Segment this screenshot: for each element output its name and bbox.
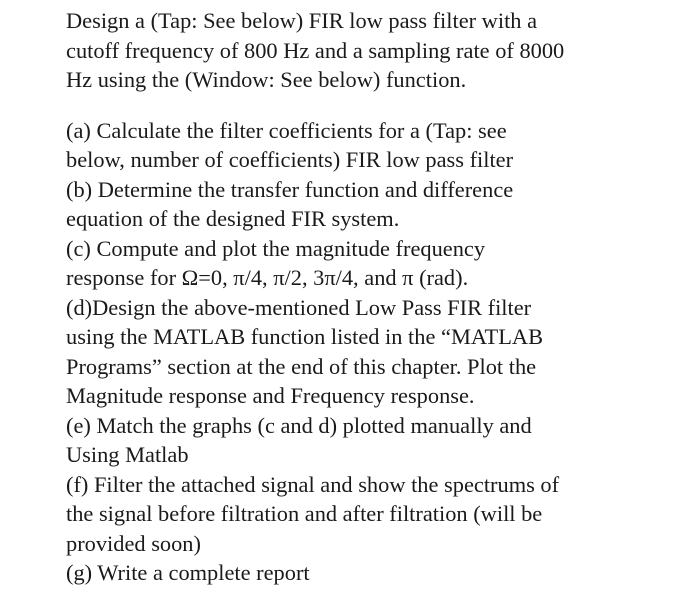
task-d-line: Programs” section at the end of this chapter. Plot the — [66, 353, 537, 379]
intro-line: Hz using the (Window: See below) function. — [66, 67, 467, 92]
task-b-line: (b) Determine the transfer function and difference — [66, 176, 514, 202]
intro-line: Design a (Tap: See below) FIR low pass filter with a — [66, 8, 538, 33]
task-a-line: (a) Calculate the filter coefficients for a (Tap: see — [66, 117, 507, 143]
paragraph-spacer — [66, 95, 686, 116]
task-d-line: Magnitude response and Frequency response. — [66, 383, 475, 408]
task-f-line: (f) Filter the attached signal and show the spectrums of — [66, 471, 560, 497]
task-c-line: (c) Compute and plot the magnitude frequency — [66, 235, 486, 261]
task-f-line: provided soon) — [66, 530, 201, 556]
task-e-line: Using Matlab — [66, 442, 189, 467]
task-d-line: using the MATLAB function listed in the “MATLAB — [66, 324, 544, 349]
intro-paragraph — [66, 6, 686, 95]
task-a-line: below, number of coefficients) FIR low pass filter — [66, 147, 514, 172]
task-c-line: response for Ω=0, π/4, π/2, 3π/4, and π (rad). — [66, 265, 469, 290]
problem-statement — [66, 6, 686, 588]
task-b-line: equation of the designed FIR system. — [66, 206, 400, 231]
task-g-line: (g) Write a complete report — [66, 560, 310, 585]
intro-line: cutoff frequency of 800 Hz and a sampling rate of 8000 — [66, 37, 565, 63]
task-d-line: (d)Design the above-mentioned Low Pass FIR filter — [66, 294, 532, 320]
task-list — [66, 116, 686, 588]
task-e-line: (e) Match the graphs (c and d) plotted manually and — [66, 412, 532, 438]
task-f-line: the signal before filtration and after filtration (will be — [66, 501, 543, 526]
